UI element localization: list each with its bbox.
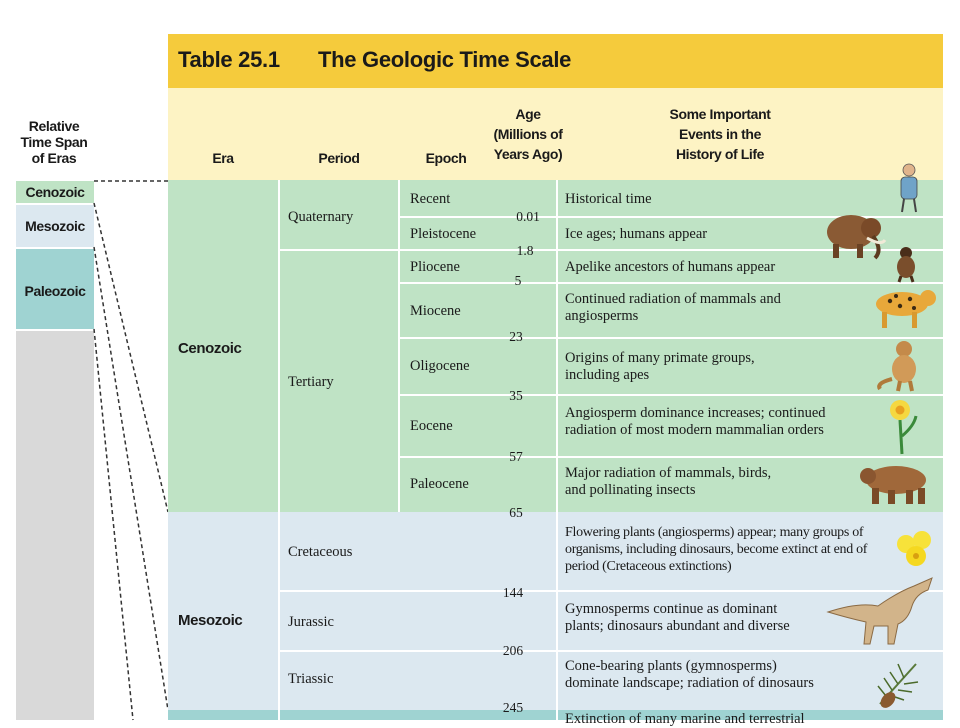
event-line: including apes	[565, 367, 650, 383]
event-text	[565, 350, 755, 384]
grid-line	[280, 650, 943, 652]
ape-icon	[893, 246, 919, 282]
grid-line	[400, 456, 943, 458]
table-number: Table 25.1	[178, 47, 280, 72]
table-title: The Geologic Time Scale	[318, 47, 572, 72]
header-age-line: (Millions of	[493, 126, 563, 142]
event-text	[565, 226, 707, 243]
event-line: angiosperms	[565, 308, 639, 324]
event-line: Historical time	[565, 191, 652, 207]
event-line: Continued radiation of mammals and	[565, 291, 781, 307]
epoch-recent: Recent	[410, 191, 451, 207]
event-line: organisms, including dinosaurs, become extinct at end of	[565, 542, 868, 557]
event-line: plants; dinosaurs abundant and diverse	[565, 618, 790, 634]
grid-line	[400, 282, 943, 284]
header-age-line: Age	[515, 106, 541, 122]
epoch-pliocene: Pliocene	[410, 259, 460, 275]
age-value: 144	[502, 585, 524, 600]
period-quaternary: Quaternary	[288, 209, 354, 225]
header-age-line: Years Ago)	[493, 146, 563, 162]
period-tertiary: Tertiary	[288, 374, 334, 390]
age-value: 35	[509, 388, 523, 403]
human-figure-icon	[895, 162, 923, 214]
event-text	[565, 524, 867, 575]
mammoth-icon	[823, 210, 889, 262]
span-heading-line: Time Span	[20, 134, 88, 150]
header-era: Era	[212, 150, 234, 166]
header-events-line: History of Life	[675, 146, 765, 162]
span-heading-line: Relative	[28, 118, 80, 134]
span-heading-line: of Eras	[31, 150, 77, 166]
age-value: 57	[509, 449, 523, 464]
era-label-mesozoic: Mesozoic	[178, 612, 243, 629]
era-label-cenozoic: Cenozoic	[178, 340, 242, 357]
grid-line	[278, 180, 280, 720]
event-line: Angiosperm dominance increases; continued	[565, 405, 826, 421]
span-mesozoic: Mesozoic	[16, 205, 94, 247]
daffodil-icon	[880, 396, 920, 454]
event-line: Origins of many primate groups,	[565, 350, 755, 366]
bear-like-mammal-icon	[860, 460, 934, 506]
epoch-miocene: Miocene	[410, 303, 461, 319]
header-period: Period	[318, 150, 360, 166]
span-cenozoic: Cenozoic	[16, 181, 94, 203]
monkey-icon	[872, 339, 924, 391]
event-line: Major radiation of mammals, birds,	[565, 465, 772, 481]
event-text	[565, 291, 781, 325]
epoch-oligocene: Oligocene	[410, 358, 470, 374]
grid-line	[556, 180, 558, 720]
grid-line	[398, 180, 400, 512]
event-line: and pollinating insects	[565, 482, 696, 498]
event-text	[565, 405, 826, 439]
event-line: Cone-bearing plants (gymnosperms)	[565, 658, 777, 674]
age-value: 23	[509, 329, 523, 344]
age-value: 1.8	[516, 243, 534, 258]
event-text	[565, 601, 790, 635]
event-line: Extinction of many marine and terrestrial	[565, 711, 805, 727]
grid-line	[400, 394, 943, 396]
grid-line	[400, 337, 943, 339]
event-text	[565, 259, 775, 276]
pine-cone-icon	[876, 656, 920, 708]
age-value: 245	[502, 700, 524, 715]
age-value: 5	[514, 273, 522, 288]
event-text	[565, 658, 814, 692]
yellow-flower-icon	[892, 530, 938, 570]
event-text	[565, 465, 771, 499]
event-line: period (Cretaceous extinctions)	[565, 559, 732, 574]
event-text	[565, 191, 652, 208]
header-events-line: Some Important	[669, 106, 771, 122]
leopard-icon	[868, 284, 938, 330]
age-value: 65	[509, 505, 523, 520]
epoch-pleistocene: Pleistocene	[410, 226, 477, 242]
event-line: Gymnosperms continue as dominant	[565, 601, 778, 617]
header-events-line: Events in the	[679, 126, 761, 142]
header-epoch: Epoch	[425, 150, 467, 166]
event-line: Flowering plants (angiosperms) appear; many groups of	[565, 525, 864, 540]
event-line: Ice ages; humans appear	[565, 226, 708, 242]
age-value: 206	[502, 643, 524, 658]
age-value: 0.01	[516, 209, 540, 224]
event-line: dominate landscape; radiation of dinosaurs	[565, 675, 814, 691]
event-line: radiation of most modern mammalian orders	[565, 422, 824, 438]
event-line: Apelike ancestors of humans appear	[565, 259, 776, 275]
dinosaur-icon	[828, 572, 936, 646]
period-triassic: Triassic	[288, 671, 334, 687]
period-cretaceous: Cretaceous	[288, 544, 353, 560]
epoch-paleocene: Paleocene	[410, 476, 469, 492]
epoch-eocene: Eocene	[410, 418, 453, 434]
span-paleozoic: Paleozoic	[16, 249, 94, 329]
period-jurassic: Jurassic	[288, 614, 334, 630]
